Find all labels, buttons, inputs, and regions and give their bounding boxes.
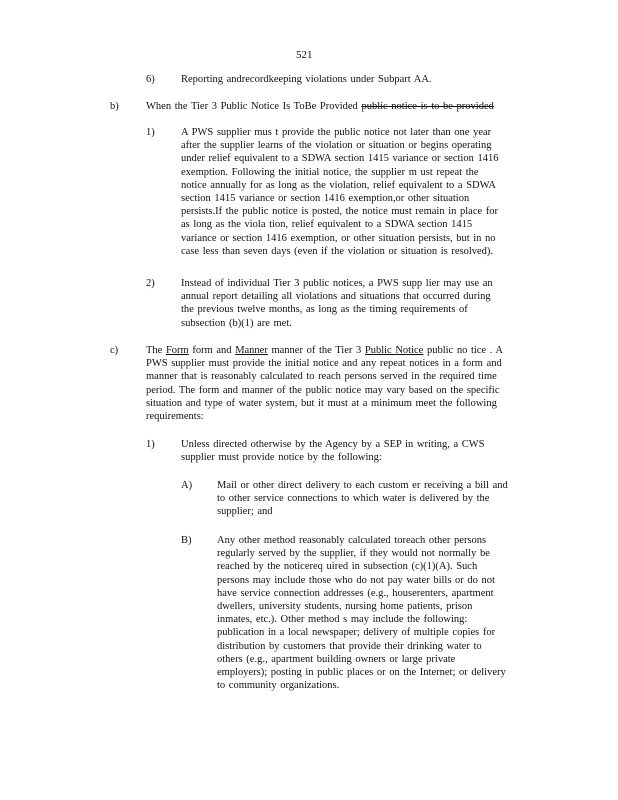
text-line: supplier must provide notice by the following: (181, 452, 382, 464)
text-line: dwellers, university students, nursing home patients, prison (217, 601, 473, 613)
item-c1B-text (217, 534, 537, 692)
text-line: others (e.g., apartment building owners or large private (217, 653, 456, 665)
inserted-text: Form (165, 345, 189, 356)
section-b-heading (146, 100, 546, 113)
item-6-line: Reporting andrecordkeeping violations under Subpart AA. (181, 74, 432, 85)
section-label-c: c) (110, 345, 119, 356)
inserted-text: Public Notice (364, 345, 424, 356)
text-line: section 1415 variance or section 1416 exemption,or other situation (181, 193, 470, 205)
text-line: A PWS supplier mus t provide the public notice not later than one year (181, 127, 492, 138)
page-number: 521 (296, 49, 313, 61)
item-label-b2: 2) (146, 278, 155, 289)
item-label-6: 6) (146, 74, 155, 85)
text-line: persists.If the public notice is posted, the notice must remain in place for (181, 206, 499, 218)
text-line: distribution by customers that provide their drinking water to (217, 640, 482, 652)
item-b1-text (181, 126, 521, 258)
section-label-b: b) (110, 101, 119, 112)
text-line: under relief equivalent to a SDWA section 1415 variance or section 1416 (181, 153, 499, 165)
text-line: PWS supplier must provide the initial notice and any repeat notices in a form and (146, 358, 502, 370)
text-line: to community organizations. (217, 680, 340, 692)
text-line: supplier; and (217, 506, 273, 518)
text-line: to other service connections to which water is delivered by the (217, 493, 490, 505)
section-c-text (146, 344, 536, 423)
text-line: manner that is reasonably calculated to reach persons served in the required time (146, 371, 497, 383)
item-b2-text (181, 277, 521, 330)
text-line: subsection (b)(1) are met. (181, 317, 292, 329)
text-line: case less than seven days (even if the violation or situation is resolved). (181, 245, 494, 257)
text-line: the previous twelve months, as long as the timing requirements of (181, 304, 468, 316)
item-label-b1-num: 1) (146, 127, 155, 138)
text-line: reached by the noticereq uired in subsection (c)(1)(A). Such (217, 561, 478, 573)
item-c1-text (181, 438, 511, 464)
text-line: have service connection addresses (e.g., houserenters, apartment (217, 587, 494, 599)
text-line: regularly served by the supplier, if they would not normally be (217, 548, 490, 560)
text-line: employers); posting in public places or on the Internet; or delivery (217, 667, 506, 679)
text-line: persons may include those who do not pay water bills or do not (217, 574, 495, 586)
heading-struck-text: public notice is to be provided (361, 101, 494, 112)
item-c1A-text (217, 479, 537, 519)
inserted-text: Manner (235, 345, 268, 356)
text-line: requirements: (146, 411, 204, 423)
text-line: Unless directed otherwise by the Agency by a SEP in writing, a CWS (181, 439, 485, 450)
text-fragment: manner (267, 345, 307, 356)
text-line: inmates, etc.). Other method s may include the following: (217, 614, 468, 626)
text-line: notice annually for as long as the violation, relief equivalent to a SDWA (181, 179, 496, 191)
text-line: as long as the viola tion, relief equivalent to a SDWA section 1415 (181, 219, 473, 231)
item-6-text (181, 73, 511, 86)
item-label-c1B: B) (181, 535, 192, 546)
text-line: exemption. Following the initial notice, the supplier m ust repeat the (181, 166, 479, 178)
text-line: Any other method reasonably calculated toreach other persons (217, 535, 487, 546)
item-label-c1A: A) (181, 480, 193, 491)
text-line: variance or section 1416 exemption, or other situation persists, but in no (181, 232, 496, 244)
text-line: after the supplier learns of the violation or situation or begins operating (181, 140, 492, 152)
text-line: Mail or other direct delivery to each custom er receiving a bill and (217, 480, 508, 491)
text-fragment: The (146, 345, 166, 356)
text-line: Instead of individual Tier 3 public notices, a PWS supp lier may use an (181, 278, 493, 289)
text-fragment: of the Tier 3 (306, 345, 365, 356)
text-line (146, 344, 536, 357)
text-line: annual report detailing all violations and situations that occurred during (181, 291, 491, 303)
text-fragment: public (423, 345, 454, 356)
text-line: period. The form and manner of the public notice may vary based on the specific (146, 384, 500, 396)
text-line: publication in a local newspaper; delivery of multiple copies for (217, 627, 496, 639)
text-fragment: no tice . A (453, 345, 503, 356)
text-fragment: and (216, 345, 236, 356)
text-fragment: form (188, 345, 217, 356)
item-label-c1: 1) (146, 439, 155, 450)
heading-text: When the Tier 3 Public Notice Is ToBe Provided (146, 101, 362, 112)
text-line: situation and type of water system, but it must at a minimum meet the following (146, 397, 497, 409)
